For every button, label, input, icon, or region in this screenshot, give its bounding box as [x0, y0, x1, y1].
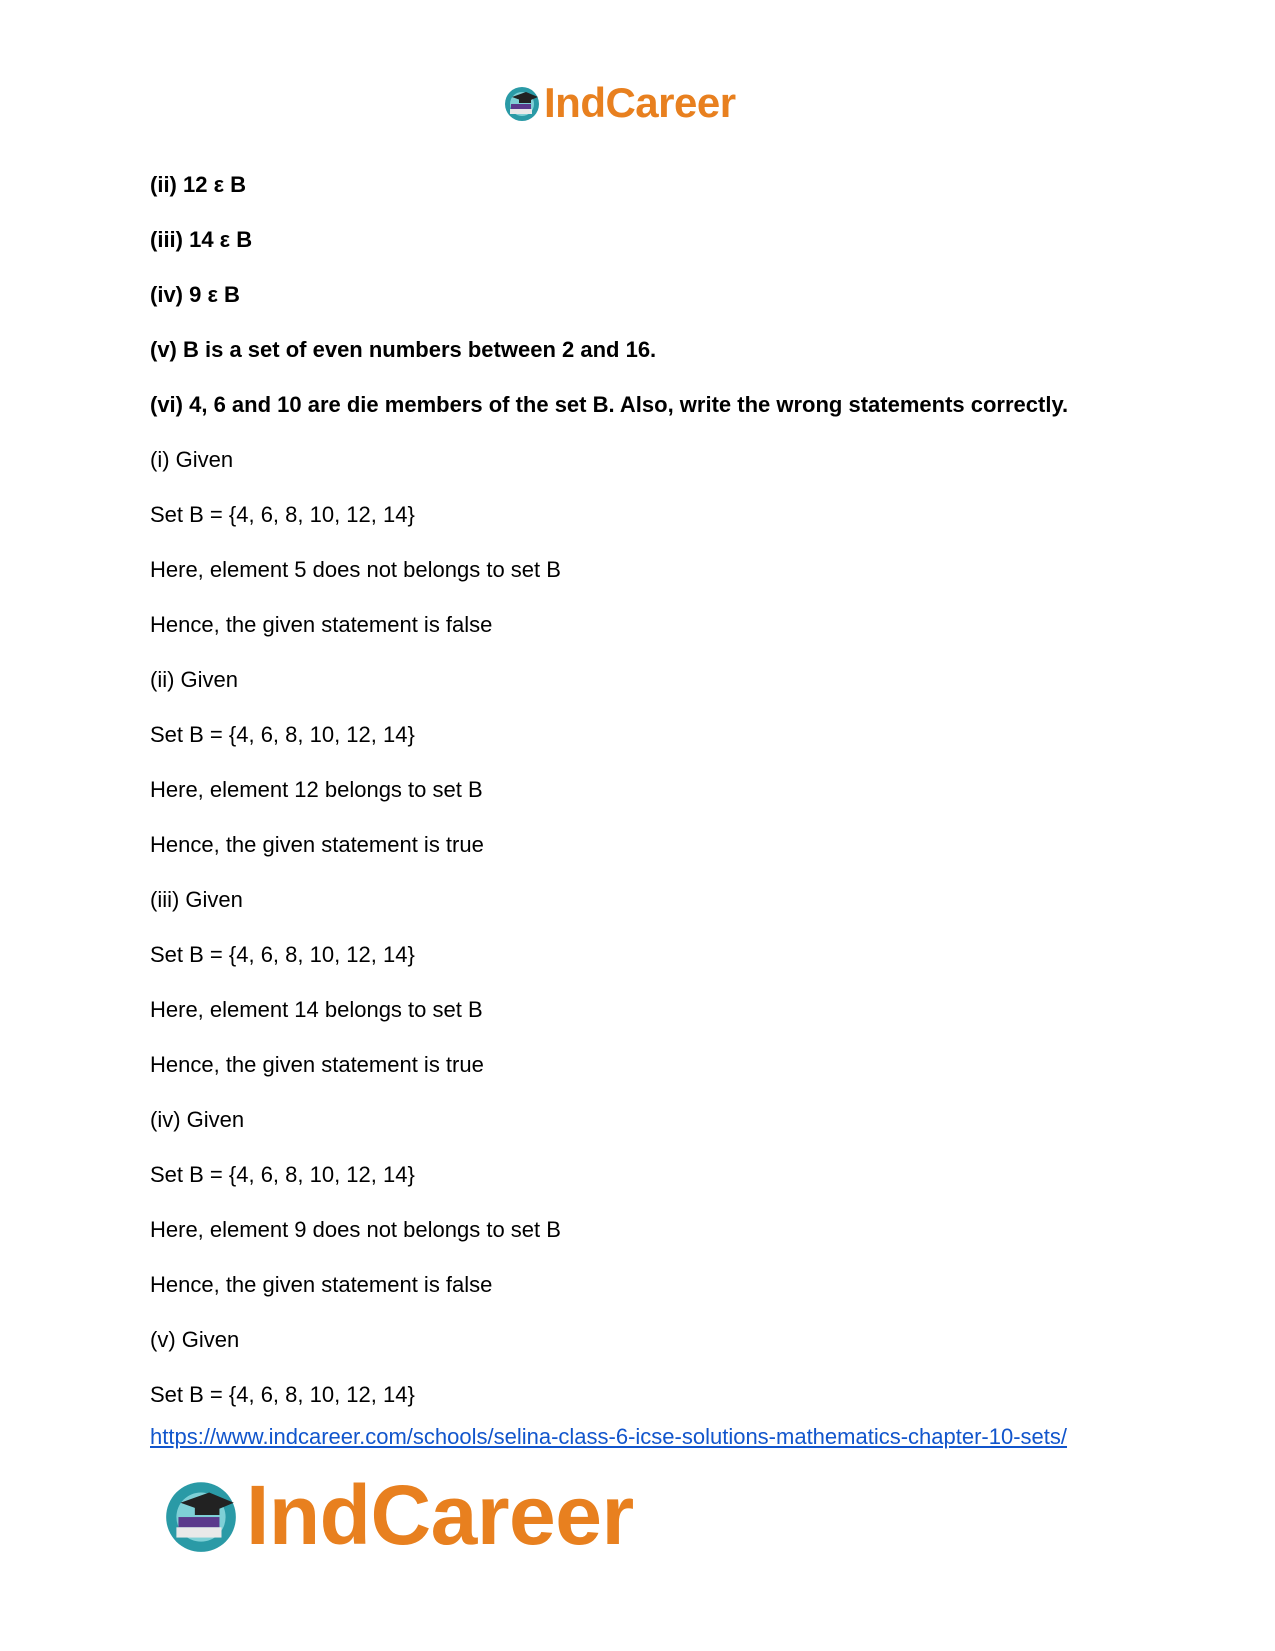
question-line: (vi) 4, 6 and 10 are die members of the set B. Also, write the wrong statements correctly.	[150, 392, 1069, 417]
question-line: (iv) 9 ε B	[150, 282, 240, 307]
graduation-globe-icon	[160, 1474, 242, 1556]
solution-line: Hence, the given statement is true	[150, 832, 484, 857]
question-line: (ii) 12 ε B	[150, 172, 247, 197]
solution-line: (v) Given	[150, 1327, 240, 1352]
brand-name: IndCareer	[544, 79, 736, 126]
solution-line: (iv) Given	[150, 1107, 245, 1132]
solution-line: Here, element 14 belongs to set B	[150, 997, 483, 1022]
solution-line: Here, element 12 belongs to set B	[150, 777, 483, 802]
solution-line: (i) Given	[150, 447, 234, 472]
solution-line: Hence, the given statement is false	[150, 612, 493, 637]
solution-line: Set B = {4, 6, 8, 10, 12, 14}	[150, 502, 415, 527]
solution-line: Set B = {4, 6, 8, 10, 12, 14}	[150, 1382, 415, 1407]
source-url-link[interactable]: https://www.indcareer.com/schools/selina-class-6-icse-solutions-mathematics-chapter-10-sets/	[150, 1424, 1068, 1449]
footer-logo	[160, 1470, 634, 1560]
graduation-globe-icon	[502, 83, 542, 123]
question-line: (v) B is a set of even numbers between 2 and 16.	[150, 337, 657, 362]
solution-line: Here, element 5 does not belongs to set B	[150, 557, 561, 582]
document-body	[150, 172, 1170, 1437]
solution-line: Set B = {4, 6, 8, 10, 12, 14}	[150, 1162, 415, 1187]
solution-line: (iii) Given	[150, 887, 243, 912]
solution-line: Here, element 9 does not belongs to set B	[150, 1217, 561, 1242]
solution-line: Set B = {4, 6, 8, 10, 12, 14}	[150, 942, 415, 967]
solution-line: (ii) Given	[150, 667, 239, 692]
solution-line: Hence, the given statement is false	[150, 1272, 493, 1297]
header-logo	[502, 78, 736, 128]
solution-line: Set B = {4, 6, 8, 10, 12, 14}	[150, 722, 415, 747]
question-line: (iii) 14 ε B	[150, 227, 253, 252]
footer-brand-name: IndCareer	[246, 1468, 634, 1562]
solution-line: Hence, the given statement is true	[150, 1052, 484, 1077]
